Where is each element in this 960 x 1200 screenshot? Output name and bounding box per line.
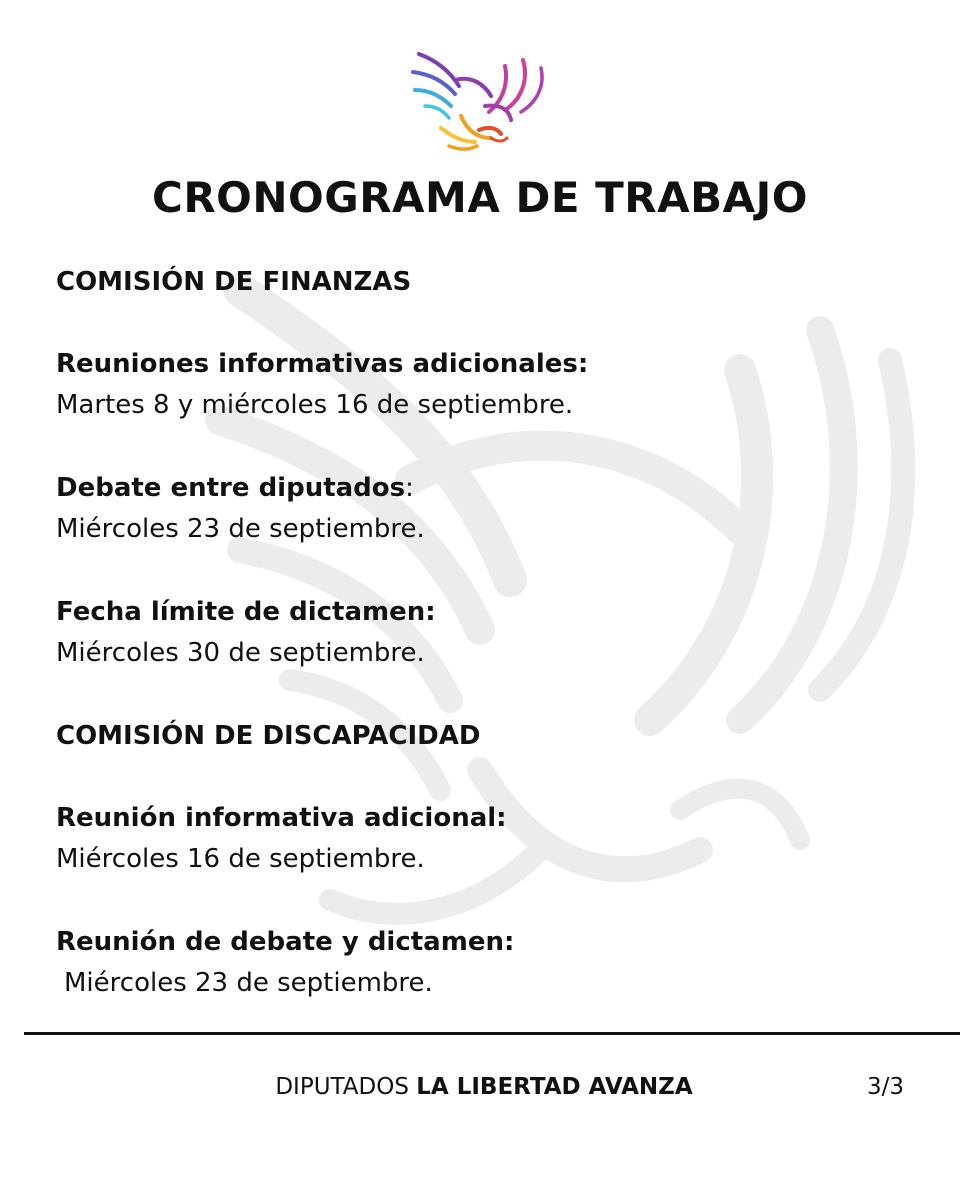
schedule-item — [56, 344, 916, 426]
item-value: Miércoles 23 de septiembre. — [64, 968, 433, 998]
item-value: Miércoles 23 de septiembre. — [56, 514, 425, 544]
footer-prefix: DIPUTADOS — [275, 1074, 409, 1100]
schedule-item — [56, 468, 916, 550]
page-title: CRONOGRAMA DE TRABAJO — [152, 173, 808, 222]
item-label: Fecha límite de dictamen: — [56, 597, 436, 627]
item-label: Reuniones informativas adicionales: — [56, 349, 589, 379]
schedule-item — [56, 922, 916, 1004]
footer-brand: LA LIBERTAD AVANZA — [416, 1074, 693, 1100]
item-value: Miércoles 30 de septiembre. — [56, 638, 425, 668]
eagle-logo-icon — [405, 46, 555, 158]
schedule-content — [56, 262, 916, 1046]
footer-divider — [24, 1032, 960, 1035]
page-number: 3/3 — [866, 1074, 904, 1100]
item-value: Miércoles 16 de septiembre. — [56, 844, 425, 874]
footer-credit — [0, 1074, 960, 1100]
item-label: Debate entre diputados: — [56, 473, 414, 503]
item-label: Reunión informativa adicional: — [56, 803, 507, 833]
schedule-item — [56, 592, 916, 674]
section-heading: COMISIÓN DE DISCAPACIDAD — [56, 721, 481, 751]
item-label: Reunión de debate y dictamen: — [56, 927, 515, 957]
section-discapacidad — [56, 716, 916, 1004]
section-heading: COMISIÓN DE FINANZAS — [56, 267, 412, 297]
schedule-item — [56, 798, 916, 880]
section-finanzas — [56, 262, 916, 674]
item-value: Martes 8 y miércoles 16 de septiembre. — [56, 390, 574, 420]
